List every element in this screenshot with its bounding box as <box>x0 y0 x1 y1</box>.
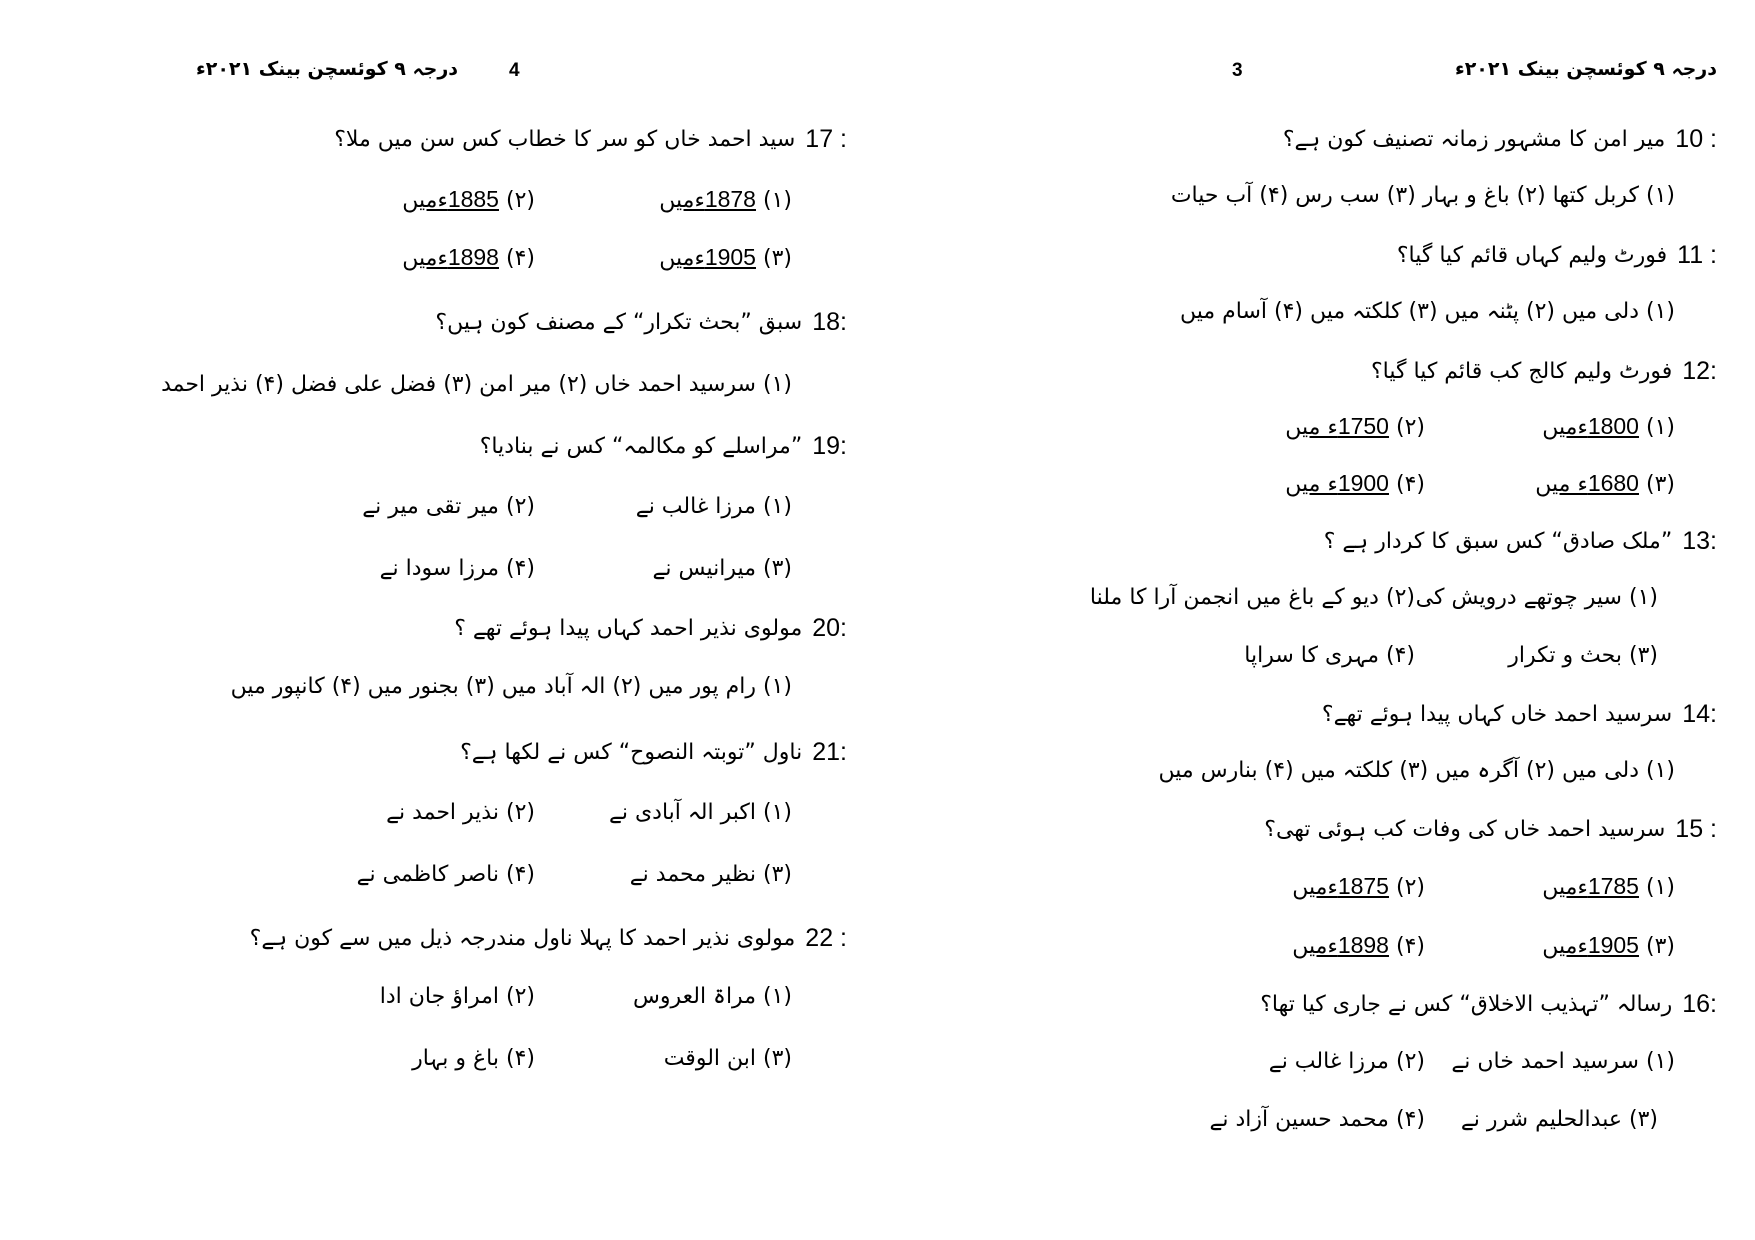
option-1: (۱) 1800ءمیں <box>1542 413 1675 440</box>
option-1: (۱) 1785ءمیں <box>1542 873 1675 900</box>
options-line: (۱) رام پور میں (۲) الہ آباد میں (۳) بجنور میں (۴) کانپور میں <box>230 674 792 699</box>
option-2: (۲) مرزا غالب نے <box>1268 1049 1425 1074</box>
option-4: (۴) باغ و بہار <box>412 1046 535 1071</box>
option-1: (۱) سیر چوتھے درویش کی <box>1415 585 1658 610</box>
question-13: 13: ”ملک صادق“ کس سبق کا کردار ہے ؟ <box>1323 527 1717 555</box>
option-1: (۱) 1878ءمیں <box>659 186 792 213</box>
options-line: (۱) دلی میں (۲) پٹنہ میں (۳) کلکتہ میں (۴) آسام میں <box>1179 299 1675 324</box>
option-1: (۱) مرزا غالب نے <box>635 494 792 519</box>
page-number: 3 <box>1232 60 1243 81</box>
option-2: (۲) 1875ءمیں <box>1292 873 1425 900</box>
page-header: درجہ ۹ کوئسچن بینک ۲۰۲۱ء <box>1454 58 1717 80</box>
option-4: (۴) ناصر کاظمی نے <box>356 862 535 887</box>
option-2: (۲) 1885ءمیں <box>402 186 535 213</box>
option-3: (۳) عبدالحلیم شرر نے <box>1460 1107 1658 1132</box>
option-2: (۲) دیو کے باغ میں انجمن آرا کا ملنا <box>1089 585 1415 610</box>
option-3: (۳) 1680ء میں <box>1535 470 1675 497</box>
option-4: (۴) مہری کا سراپا <box>1244 643 1415 668</box>
option-4: (۴) محمد حسین آزاد نے <box>1209 1107 1425 1132</box>
option-2: (۲) میر تقی میر نے <box>362 494 535 519</box>
option-3: (۳) 1905ءمیں <box>1542 932 1675 959</box>
option-3: (۳) 1905ءمیں <box>659 244 792 271</box>
question-16: 16: رسالہ ”تہذیب الاخلاق“ کس نے جاری کیا تھا؟ <box>1260 990 1717 1018</box>
page-4 <box>0 0 877 1240</box>
option-1: (۱) سرسید احمد خاں نے <box>1451 1049 1675 1074</box>
option-4: (۴) 1900ء میں <box>1285 470 1425 497</box>
option-2: (۲) نذیر احمد نے <box>386 800 535 825</box>
question-12: 12: فورٹ ولیم کالج کب قائم کیا گیا؟ <box>1371 357 1717 385</box>
page-3 <box>877 0 1755 1240</box>
option-3: (۳) ابن الوقت <box>663 1046 792 1071</box>
question-14: 14: سرسید احمد خاں کہاں پیدا ہوئے تھے؟ <box>1321 700 1717 728</box>
option-3: (۳) میرانیس نے <box>652 556 792 581</box>
options-line: (۱) کربل کتھا (۲) باغ و بہار (۳) سب رس (۴) آب حیات <box>1170 183 1675 208</box>
question-11: 11 : فورٹ ولیم کہاں قائم کیا گیا؟ <box>1396 241 1717 269</box>
question-19: 19: ”مراسلے کو مکالمہ“ کس نے بنادیا؟ <box>479 432 847 460</box>
option-4: (۴) 1898ءمیں <box>1292 932 1425 959</box>
option-2: (۲) 1750ء میں <box>1285 413 1425 440</box>
question-21: 21: ناول ”توبتہ النصوح“ کس نے لکھا ہے؟ <box>460 738 847 766</box>
page-number: 4 <box>509 60 520 81</box>
option-4: (۴) مرزا سودا نے <box>379 556 535 581</box>
option-2: (۲) امراؤ جان ادا <box>379 984 535 1009</box>
page-header: درجہ ۹ کوئسچن بینک ۲۰۲۱ء <box>196 58 459 80</box>
question-10: 10 : میر امن کا مشہور زمانہ تصنیف کون ہے؟ <box>1282 125 1717 153</box>
question-20: 20: مولوی نذیر احمد کہاں پیدا ہوئے تھے ؟ <box>454 614 847 642</box>
question-17 <box>334 125 847 154</box>
question-22: 22 : مولوی نذیر احمد کا پہلا ناول مندرجہ ذیل میں سے کون ہے؟ <box>249 924 847 952</box>
option-3: (۳) نظیر محمد نے <box>629 862 792 887</box>
question-15: 15 : سرسید احمد خاں کی وفات کب ہوئی تھی؟ <box>1264 815 1717 843</box>
option-3: (۳) بحث و تکرار <box>1508 643 1658 668</box>
question-18: 18: سبق ”بحث تکرار“ کے مصنف کون ہیں؟ <box>435 308 847 336</box>
question-text: سید احمد خاں کو سر کا خطاب کس سن میں ملا؟ <box>334 127 796 152</box>
options-line: (۱) سرسید احمد خاں (۲) میر امن (۳) فضل علی فضل (۴) نذیر احمد <box>161 372 792 397</box>
question-number: 17 : <box>805 125 847 153</box>
options-line: (۱) دلی میں (۲) آگرہ میں (۳) کلکتہ میں (۴) بنارس میں <box>1158 758 1675 783</box>
option-4: (۴) 1898ءمیں <box>402 244 535 271</box>
option-1: (۱) اکبر الہ آبادی نے <box>608 800 792 825</box>
option-1: (۱) مراۃ العروس <box>633 984 792 1009</box>
